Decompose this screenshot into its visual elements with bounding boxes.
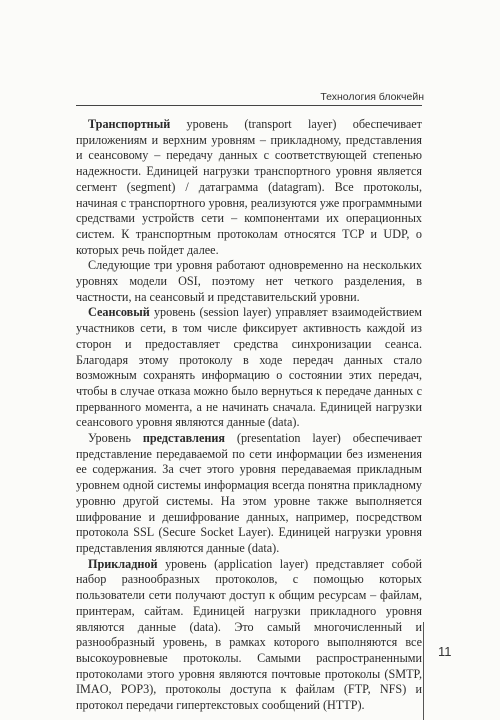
paragraph-presentation-layer bbox=[76, 431, 422, 557]
term-transport: Транспортный bbox=[88, 117, 171, 131]
header-rule bbox=[76, 105, 422, 106]
paragraph-text: уровень (session layer) управляет взаимодействием участников сети, в том числе фиксирует активность каждой из сторон и предоставляет средства синхронизации сеанса. Благодаря этому протоколу в ходе передач данных стало возможным сохранять информацию о состоянии этих передач, чтобы в случае отказа можно было вернуться к передаче данных с прерванного момента, а не начинать сначала. Единицей нагрузки сеансового уровня являются данные (data). bbox=[76, 305, 422, 430]
term-application: Прикладной bbox=[88, 556, 158, 571]
paragraph-lead: Уровень bbox=[88, 431, 143, 446]
term-presentation: представления bbox=[142, 431, 225, 446]
term-session: Сеансовый bbox=[88, 305, 150, 320]
paragraph-text: уровень (transport layer) обеспечивает приложениям и верхним уровням – прикладному, представления и сеансовому – передачу данных с соответствующей степенью надежности. Единицей нагрузки транспортного уровня является сегмент (segment) / датаграмма (datagram). Все протоколы, начиная с транспортного уровня, реализуются уже программными средствами устройств сети – компонентами их операционных систем. К транспортным протоколам относятся TCP и UDP, о которых речь пойдет далее. bbox=[76, 117, 422, 257]
paragraph-text: (presentation layer) обеспечивает представление передаваемой по сети информации без изменения ее содержания. За счет этого уровня передаваемая прикладным уровнем одной системы информация всегда понятна прикладному уровню другой системы. На этом уровне также выполняется шифрование и дешифрование данных, например, посредством протокола SSL (Secure Socket Layer). Единицей нагрузки уровня представления являются данные (data). bbox=[76, 431, 423, 555]
paragraph-application-layer bbox=[76, 557, 422, 714]
running-header-title: Технология блокчейн bbox=[320, 91, 424, 103]
paragraph-text: уровень (application layer) представляет собой набор разнообразных протоколов, с помощью которых пользователи сети получают доступ к общим ресурсам – файлам, принтерам, сайтам. Единицей нагрузки прикладного уровня являются данные (data). Это самый многочисленный и разнообразный уровень, в рамках которого выполняются все высокоуровневые протоколы. Самыми распространенными протоколами этого уровня являются почтовые протоколы (SMTP, IMAO, POP3), протоколы доступа к файлам (FTP, NFS) и протокол передачи гипертекстовых сообщений (HTTP). bbox=[76, 556, 422, 713]
page-number: 11 bbox=[438, 644, 452, 659]
paragraph-transport-layer bbox=[76, 117, 422, 258]
body-text bbox=[76, 117, 422, 714]
paragraph-osi-overview bbox=[76, 258, 422, 305]
paragraph-session-layer bbox=[76, 305, 422, 431]
paragraph-text: Следующие три уровня работают одновременно на нескольких уровнях модели OSI, поэтому нет четкого разделения, в частности, на сеансовый и представительский уровни. bbox=[76, 258, 422, 304]
page-number-rule bbox=[423, 622, 424, 720]
